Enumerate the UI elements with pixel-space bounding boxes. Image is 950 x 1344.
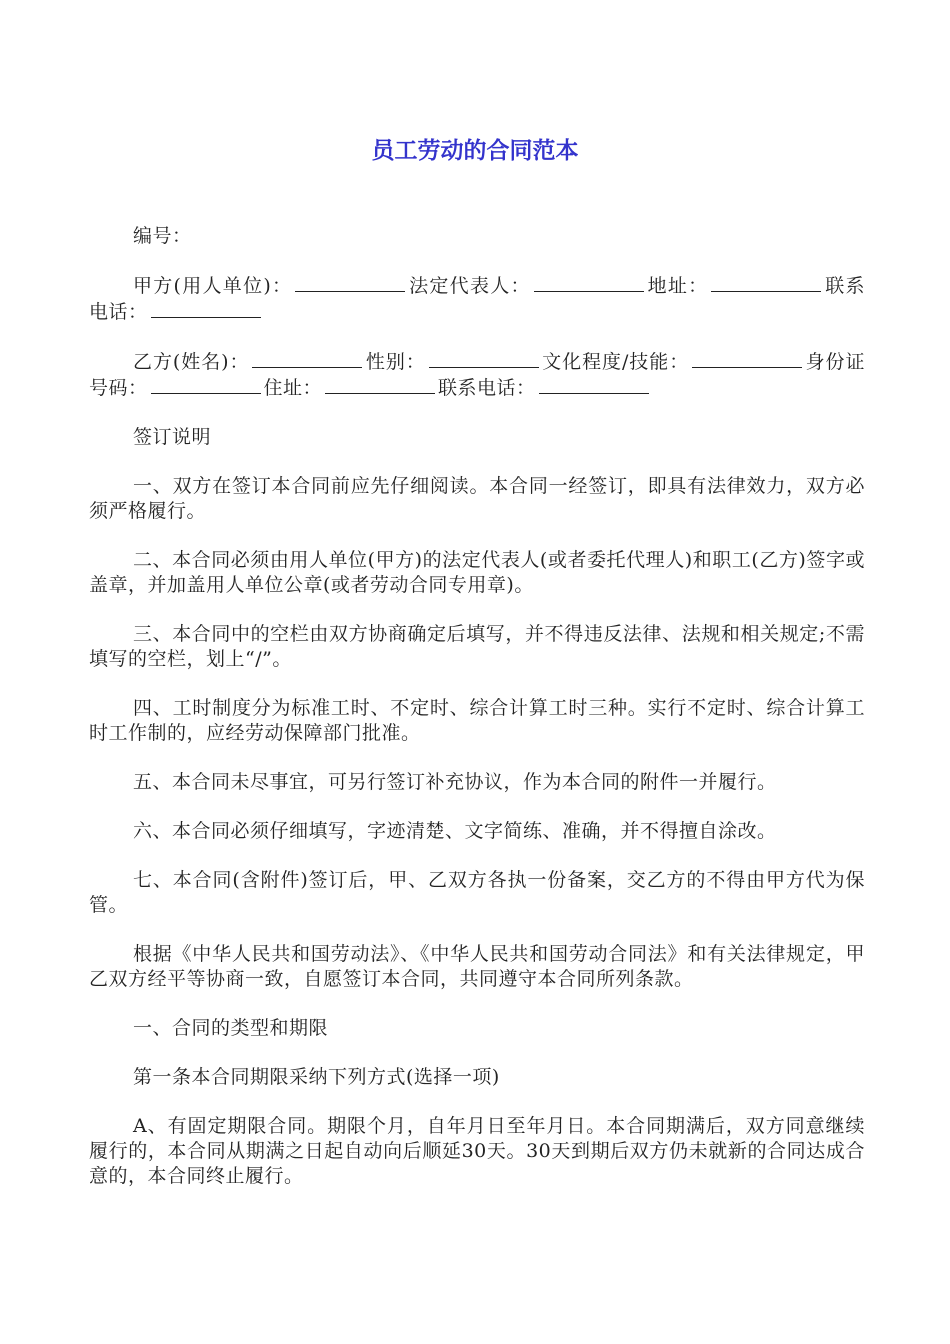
note-item: 四、工时制度分为标准工时、不定时、综合计算工时三种。实行不定时、综合计算工时工作制的，应经劳动保障部门批准。 [89, 697, 865, 744]
party-a-phone-blank [151, 299, 261, 318]
employee-name-label: 乙方(姓名)： [133, 351, 250, 373]
employee-name-blank [252, 349, 362, 368]
party-b-info [89, 349, 865, 401]
note-item: 七、本合同(含附件)签订后，甲、乙双方各执一份备案，交乙方的不得由甲方代为保管。 [89, 869, 865, 916]
party-b-address-label: 住址： [263, 377, 323, 399]
note-item: 三、本合同中的空栏由双方协商确定后填写，并不得违反法律、法规和相关规定;不需填写的空栏，划上“/”。 [89, 623, 865, 670]
party-b-phone-label: 联系电话： [438, 377, 536, 399]
note-item: 一、双方在签订本合同前应先仔细阅读。本合同一经签订，即具有法律效力，双方必须严格履行。 [89, 475, 865, 522]
note-item: 六、本合同必须仔细填写，字迹清楚、文字简练、准确，并不得擅自涂改。 [133, 820, 777, 842]
preamble-paragraph: 根据《中华人民共和国劳动法》、《中华人民共和国劳动合同法》和有关法律规定，甲乙双方经平等协商一致，自愿签订本合同，共同遵守本合同所列条款。 [89, 943, 865, 990]
note-item: 五、本合同未尽事宜，可另行签订补充协议，作为本合同的附件一并履行。 [133, 771, 777, 793]
gender-blank [429, 349, 539, 368]
note-item: 二、本合同必须由用人单位(甲方)的法定代表人(或者委托代理人)和职工(乙方)签字或盖章，并加盖用人单位公章(或者劳动合同专用章)。 [89, 549, 865, 596]
article-paragraph: 第一条本合同期限采纳下列方式(选择一项) [133, 1066, 500, 1088]
party-a-address-label: 地址： [646, 275, 709, 297]
legal-rep-label: 法定代表人： [408, 275, 531, 297]
party-a-phone-label: 联系电话： [89, 275, 865, 323]
document-body [89, 224, 865, 1213]
section-heading: 签订说明 [133, 426, 212, 448]
education-blank [692, 349, 802, 368]
id-number-label: 身份证号码： [89, 351, 865, 399]
contract-number-line [89, 224, 865, 249]
document-title: 员工劳动的合同范本 [371, 138, 579, 164]
party-b-address-blank [325, 375, 435, 394]
legal-rep-blank [534, 273, 644, 292]
gender-label: 性别： [365, 351, 426, 373]
employer-blank [295, 273, 405, 292]
education-label: 文化程度/技能： [541, 351, 690, 373]
chapter-heading: 一、合同的类型和期限 [133, 1017, 329, 1039]
party-a-info [89, 273, 865, 325]
employer-label: 甲方(用人单位)： [133, 275, 293, 297]
party-a-address-blank [711, 273, 821, 292]
option-a-paragraph: A、有固定期限合同。期限个月，自年月日至年月日。本合同期满后，双方同意继续履行的，本合同从期满之日起自动向后顺延30天。30天到期后双方仍未就新的合同达成合意的，本合同终止履行。 [89, 1115, 865, 1187]
id-number-blank [151, 375, 261, 394]
party-b-phone-blank [539, 375, 649, 394]
contract-number-label: 编号： [133, 225, 192, 247]
